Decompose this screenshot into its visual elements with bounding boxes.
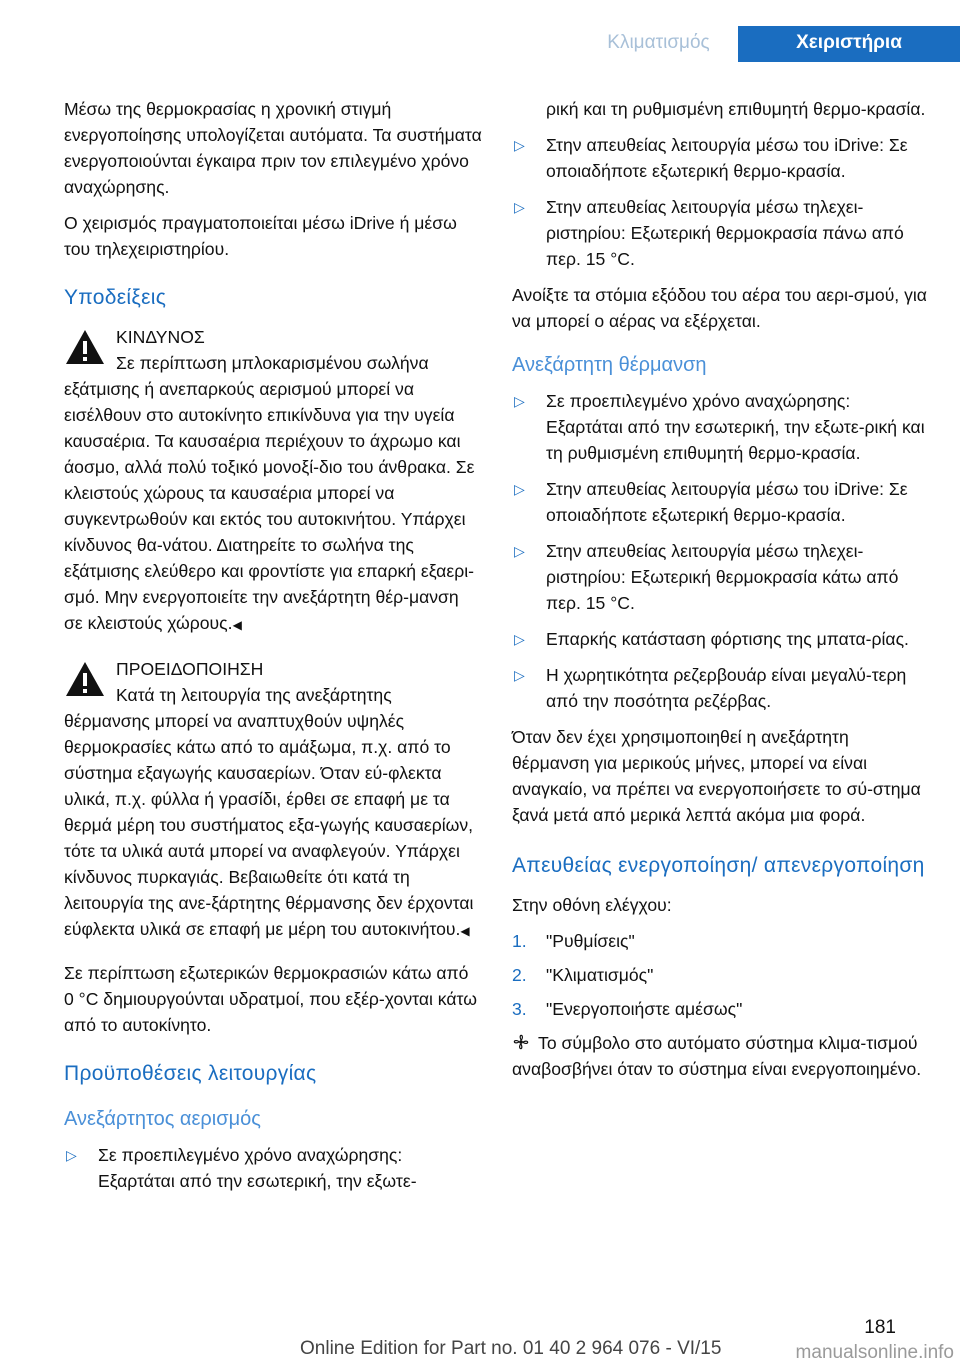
triangle-bullet-icon: ▷: [514, 481, 525, 497]
ventilation-list: [64, 1142, 482, 1194]
heading-prerequisites: Προϋποθέσεις λειτουργίας: [64, 1062, 317, 1085]
triangle-bullet-icon: ▷: [514, 543, 525, 559]
chapter-tab[interactable]: Χειριστήρια: [738, 26, 960, 62]
edition-line: Online Edition for Part no. 01 40 2 964 076 - VI/15: [300, 1338, 722, 1359]
step-item: [512, 962, 930, 988]
triangle-bullet-icon: ▷: [514, 393, 525, 409]
triangle-bullet-icon: ▷: [514, 199, 525, 215]
list-item-text: Στην απευθείας λειτουργία μέσω του iDrive: Σε οποιαδήποτε εξωτερική θερμο-κρασία.: [546, 135, 908, 181]
list-item-text: Σε προεπιλεγμένο χρόνο αναχώρησης: Εξαρτάται από την εσωτερική, την εξωτε-: [98, 1145, 417, 1191]
step-number: 1.: [512, 931, 527, 951]
warning-body: Κατά τη λειτουργία της ανεξάρτητης θέρμανσης μπορεί να αναπτυχθούν υψηλές θερμοκρασίες κάτω από το αμάξωμα, π.χ. από το σύστημα εξαγωγής καυσαερίων. Όταν εύ-φλεκτα υλικά, π.χ. φύλλα ή γρασίδι, έρθει σε επαφή με τα θερμά μέρη του συστήματος εξα-γωγής καυσαερίων, τότε τα υλικά αυτά μπορεί να αναφλεγούν. Υπάρχει κίνδυνος πυρκαγιάς. Βεβαιωθείτε ότι κατά τη λειτουργία της ανε-ξάρτητης θέρμανσης δεν έρχονται εύφλεκτα υλικά σε επαφή με μέρη του αυτοκινήτου.◀: [64, 685, 474, 939]
left-column: [64, 96, 482, 1204]
danger-notice: [64, 324, 482, 638]
list-item: [512, 476, 930, 528]
paragraph-vent-outlets: Ανοίξτε τα στόμια εξόδου του αέρα του αερι-σμού, για να μπορεί ο αέρας να εξέρχεται.: [512, 285, 927, 331]
heading-direct-activation: Απευθείας ενεργοποίηση/ απενεργοποίηση: [512, 854, 925, 877]
paragraph-control-display: Στην οθόνη ελέγχου:: [512, 895, 672, 915]
section-tab[interactable]: Κλιματισμός: [607, 32, 710, 53]
list-item: [512, 194, 930, 272]
list-item: [512, 662, 930, 714]
heating-list: [512, 388, 930, 714]
warning-triangle-icon: [64, 328, 106, 366]
warning-triangle-icon: [64, 660, 106, 698]
end-of-notice-mark: ◀: [232, 618, 242, 632]
list-item: [512, 388, 930, 466]
list-item: [512, 538, 930, 616]
list-item-text: Επαρκής κατάσταση φόρτισης της μπατα-ρίας.: [546, 629, 909, 649]
heading-independent-heating: Ανεξάρτητη θέρμανση: [512, 354, 707, 376]
paragraph-operation: Ο χειρισμός πραγματοποιείται μέσω iDrive ή μέσω του τηλεχειριστηρίου.: [64, 213, 457, 259]
steps-list: [512, 928, 930, 1022]
warning-notice: [64, 656, 482, 944]
triangle-bullet-icon: ▷: [514, 631, 525, 647]
step-item: [512, 996, 930, 1022]
step-item: [512, 928, 930, 954]
list-item-text: Σε προεπιλεγμένο χρόνο αναχώρησης: Εξαρτάται από την εσωτερική, την εξωτε-ρική και τη ρυθμισμένη επιθυμητή θερμο-κρασία.: [546, 391, 925, 463]
step-number: 3.: [512, 999, 527, 1019]
paragraph-months: Όταν δεν έχει χρησιμοποιηθεί η ανεξάρτητη θέρμανση για μερικούς μήνες, μπορεί να είναι αναγκαίο, να πρέπει να ενεργοποιήσετε το σύ-στημα ξανά μετά από μερικά λεπτά ακόμα μια φορά.: [512, 727, 921, 825]
list-item: [512, 132, 930, 184]
page-number: 181: [864, 1317, 896, 1338]
paragraph-vapour: Σε περίπτωση εξωτερικών θερμοκρασιών κάτω από 0 °C δημιουργούνται υδρατμοί, που εξέρ-χονται κάτω από το αυτοκίνητο.: [64, 963, 477, 1035]
heading-independent-ventilation: Ανεξάρτητος αερισμός: [64, 1108, 261, 1130]
header-bar: [0, 0, 960, 62]
fan-icon: [512, 1033, 530, 1051]
ventilation-list-continued: [512, 132, 930, 272]
end-of-notice-mark: ◀: [460, 924, 470, 938]
list-item: [64, 1142, 482, 1194]
right-column: [512, 100, 930, 1092]
step-text: "Ρυθμίσεις": [546, 931, 635, 951]
list-item-text: Στην απευθείας λειτουργία μέσω τηλεχει-ριστηρίου: Εξωτερική θερμοκρασία κάτω από περ. 15 °C.: [546, 541, 899, 613]
list-item-text: Στην απευθείας λειτουργία μέσω του iDrive: Σε οποιαδήποτε εξωτερική θερμο-κρασία.: [546, 479, 908, 525]
triangle-bullet-icon: ▷: [514, 667, 525, 683]
step-text: "Κλιματισμός": [546, 965, 654, 985]
triangle-bullet-icon: ▷: [514, 137, 525, 153]
list-item-text: Στην απευθείας λειτουργία μέσω τηλεχει-ριστηρίου: Εξωτερική θερμοκρασία πάνω από περ. 15 °C.: [546, 197, 904, 269]
continued-text: ρική και τη ρυθμισμένη επιθυμητή θερμο-κρασία.: [546, 99, 926, 119]
symbol-text: Το σύμβολο στο αυτόματο σύστημα κλιμα-τισμού αναβοσβήνει όταν το σύστημα είναι ενεργοποιημένο.: [512, 1033, 922, 1079]
danger-title: ΚΙΝΔΥΝΟΣ: [116, 327, 205, 347]
step-number: 2.: [512, 965, 527, 985]
list-item-text: Η χωρητικότητα ρεζερβουάρ είναι μεγαλύ-τερη από την ποσότητα ρεζέρβας.: [546, 665, 907, 711]
danger-body: Σε περίπτωση μπλοκαρισμένου σωλήνα εξάτμισης ή ανεπαρκούς αερισμού μπορεί να εισέλθουν στο αυτοκίνητο επικίνδυνα για την υγεία καυσαέρια. Τα καυσαέρια περιέχουν το άχρωμο και άοσμο, αλλά πολύ τοξικό μονοξί-διο του άνθρακα. Σε κλειστούς χώρους τα καυσαέρια μπορεί να συγκεντρωθούν και εκτός του αυτοκινήτου. Υπάρχει κίνδυνος θα-νάτου. Διατηρείτε το σωλήνα της εξάτμισης ελεύθερο και φροντίστε για επαρκή εξαερι-σμό. Μην ενεργοποιείτε την ανεξάρτητη θέρ-μανση σε κλειστούς χώρους.◀: [64, 353, 475, 633]
warning-title: ΠΡΟΕΙΔΟΠΟΙΗΣΗ: [116, 659, 264, 679]
step-text: "Ενεργοποιήστε αμέσως": [546, 999, 743, 1019]
paragraph-symbol: [512, 1030, 930, 1082]
heading-hints: Υποδείξεις: [64, 286, 167, 309]
paragraph-activation-time: Μέσω της θερμοκρασίας η χρονική στιγμή ενεργοποίησης υπολογίζεται αυτόματα. Τα συστήματα ενεργοποιούνται έγκαιρα πριν τον επιλεγμένο χρόνο αναχώρησης.: [64, 99, 482, 197]
triangle-bullet-icon: ▷: [66, 1147, 77, 1163]
watermark: manualsonline.info: [795, 1342, 954, 1363]
list-item: [512, 626, 930, 652]
